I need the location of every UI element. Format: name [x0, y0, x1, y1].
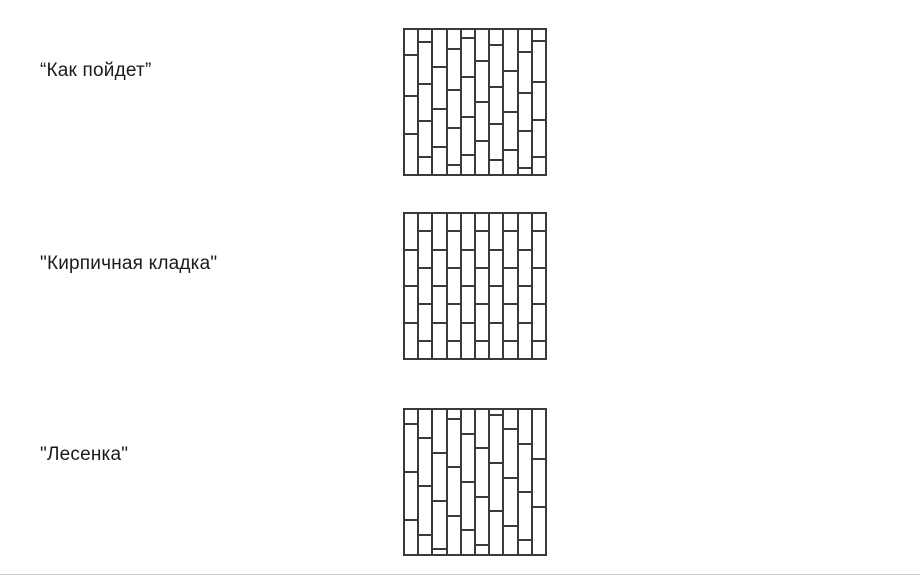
plank	[532, 157, 546, 175]
plank	[532, 213, 546, 231]
plank	[503, 526, 517, 555]
plank	[404, 134, 418, 175]
plank	[418, 268, 432, 305]
plank	[447, 268, 461, 305]
plank	[461, 434, 475, 482]
plank	[418, 409, 432, 438]
plank	[447, 467, 461, 515]
plank	[418, 231, 432, 268]
plank	[518, 444, 532, 492]
plank	[532, 41, 546, 82]
plank	[447, 49, 461, 90]
plank	[404, 472, 418, 520]
plank	[432, 323, 446, 360]
plank	[461, 38, 475, 77]
plank	[418, 84, 432, 121]
plank	[447, 231, 461, 268]
plank	[489, 87, 503, 124]
plank	[418, 438, 432, 486]
plank	[447, 304, 461, 341]
plank	[461, 213, 475, 250]
plank	[404, 520, 418, 555]
plank	[489, 160, 503, 175]
plank	[532, 231, 546, 268]
plank	[518, 492, 532, 540]
plank	[432, 250, 446, 287]
plank	[503, 71, 517, 112]
plank	[432, 501, 446, 549]
plank	[432, 67, 446, 109]
plank	[461, 117, 475, 155]
plank	[432, 29, 446, 67]
plank	[461, 77, 475, 116]
plank	[518, 213, 532, 250]
plank	[518, 286, 532, 323]
pattern-swatch-lesenka	[403, 408, 547, 556]
plank	[418, 486, 432, 534]
plank	[518, 168, 532, 175]
plank	[503, 478, 517, 526]
plank	[518, 29, 532, 52]
plank	[461, 250, 475, 287]
plank	[532, 409, 546, 459]
plank	[475, 102, 489, 141]
plank	[518, 52, 532, 93]
plank	[418, 535, 432, 555]
plank	[447, 165, 461, 175]
plank	[532, 459, 546, 507]
plank	[503, 409, 517, 429]
plank	[503, 429, 517, 477]
plank	[447, 419, 461, 467]
plank	[404, 424, 418, 472]
plank	[432, 147, 446, 175]
plank	[518, 540, 532, 555]
plank	[475, 497, 489, 545]
plank	[489, 415, 503, 463]
plank	[518, 131, 532, 168]
plank	[475, 141, 489, 175]
plank	[489, 286, 503, 323]
pattern-label-lesenka: "Лесенка"	[40, 444, 129, 465]
plank	[404, 409, 418, 424]
plank	[532, 507, 546, 555]
plank	[503, 304, 517, 341]
pattern-label-kak-poydet: “Как пойдет”	[40, 60, 152, 81]
plank	[489, 45, 503, 87]
plank	[461, 323, 475, 360]
plank	[532, 82, 546, 120]
plank	[418, 341, 432, 359]
plank	[432, 453, 446, 501]
plank	[418, 29, 432, 42]
plank	[461, 155, 475, 175]
plank	[489, 124, 503, 161]
plank	[518, 93, 532, 131]
plank	[503, 150, 517, 175]
plank	[503, 341, 517, 359]
plank	[489, 463, 503, 511]
plank	[503, 29, 517, 71]
plank	[475, 341, 489, 359]
plank	[532, 304, 546, 341]
pattern-swatch-kirpichnaya-kladka	[403, 212, 547, 360]
plank	[461, 29, 475, 38]
plank	[489, 250, 503, 287]
plank	[404, 96, 418, 134]
plank	[503, 112, 517, 150]
plank	[404, 213, 418, 250]
plank	[432, 213, 446, 250]
plank	[404, 286, 418, 323]
plank	[518, 323, 532, 360]
plank	[475, 231, 489, 268]
plank	[447, 516, 461, 555]
pattern-label-kirpichnaya-kladka: "Кирпичная кладка"	[40, 253, 218, 274]
plank	[461, 530, 475, 555]
plank	[447, 341, 461, 359]
plank	[475, 545, 489, 555]
plank	[532, 29, 546, 41]
plank	[503, 213, 517, 231]
plank	[503, 231, 517, 268]
plank	[418, 42, 432, 84]
plank	[532, 341, 546, 359]
plank	[447, 213, 461, 231]
plank	[475, 61, 489, 102]
plank	[447, 90, 461, 128]
plank	[475, 213, 489, 231]
plank	[418, 304, 432, 341]
plank	[432, 409, 446, 453]
plank	[432, 549, 446, 555]
plank	[475, 268, 489, 305]
plank	[432, 109, 446, 147]
plank	[404, 55, 418, 96]
plank	[475, 448, 489, 496]
plank	[461, 286, 475, 323]
plank	[518, 409, 532, 444]
plank	[489, 29, 503, 45]
plank	[475, 29, 489, 61]
plank	[447, 29, 461, 49]
plank	[432, 286, 446, 323]
pattern-swatch-kak-poydet	[403, 28, 547, 176]
plank	[518, 250, 532, 287]
plank	[532, 268, 546, 305]
plank	[489, 323, 503, 360]
plank	[475, 409, 489, 448]
plank	[404, 323, 418, 360]
plank	[475, 304, 489, 341]
plank	[418, 121, 432, 158]
plank	[489, 511, 503, 555]
plank	[418, 157, 432, 175]
plank	[447, 409, 461, 419]
plank	[489, 213, 503, 250]
plank	[447, 128, 461, 165]
plank	[418, 213, 432, 231]
plank	[404, 250, 418, 287]
plank	[461, 482, 475, 530]
plank	[461, 409, 475, 434]
plank	[503, 268, 517, 305]
plank	[404, 29, 418, 55]
plank	[532, 120, 546, 158]
